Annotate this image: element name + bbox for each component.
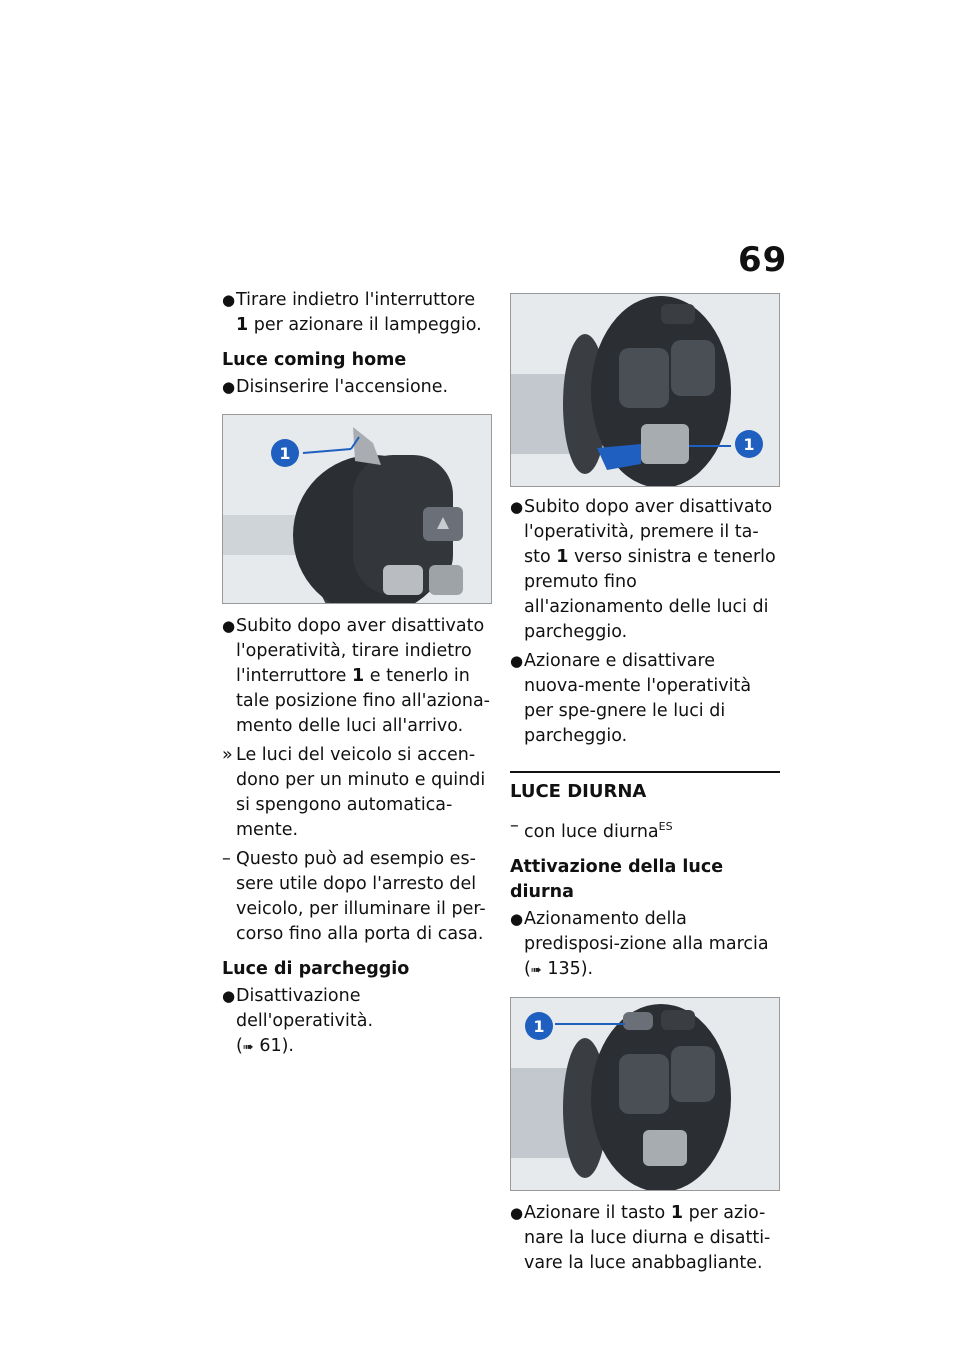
result-chevron-icon: » <box>222 745 233 765</box>
bullet-icon: ● <box>222 378 236 396</box>
figure-handlebar-switch-left <box>222 414 492 604</box>
callout-number: 1 <box>743 435 755 454</box>
bullet-icon: ● <box>222 617 236 635</box>
list-item: ● Azionamento della predisposi-zione alla marcia (➠ 135). <box>510 908 769 979</box>
list-item: ● Disinserire l'accensione. <box>222 375 492 400</box>
list-item: ● Disattivazione dell'operatività. (➠ 61). <box>222 986 374 1056</box>
page-ref-arrow-icon: ➠ <box>242 1040 254 1055</box>
list-item: ● Azionare il tasto 1 per azio-nare la luce diurna e disatti-vare la luce anabbagliante. <box>510 1202 771 1273</box>
reference-number: 1 <box>670 1202 684 1223</box>
figure-handlebar-switch-right-parking <box>510 293 780 487</box>
result-item: » Le luci del veicolo si accen-dono per un minuto e quindi si spengono automatica-mente. <box>222 745 486 840</box>
note-item: – Questo può ad esempio es-sere utile dopo l'arresto del veicolo, per illuminare il per-corso fino alla porta di casa. <box>222 849 486 944</box>
callout-number: 1 <box>279 444 291 463</box>
right-column <box>510 288 780 1280</box>
section-heading: Attivazione della luce diurna <box>510 856 724 902</box>
dash-icon: – <box>510 816 519 836</box>
list-item: ● Subito dopo aver disattivato l'operatività, tirare indietro l'interruttore 1 e tenerlo in tale posizione fino all'aziona-mento delle luci all'arrivo. <box>222 616 490 736</box>
section-heading: Luce di parcheggio <box>222 959 410 979</box>
reference-number: 1 <box>236 315 249 335</box>
page-ref-arrow-icon: ➠ <box>530 962 542 978</box>
figure-handlebar-switch-right-drl <box>510 997 780 1191</box>
page-number: 69 <box>738 240 788 280</box>
list-item: ● Azionare e disattivare nuova-mente l'operatività per spe-gnere le luci di parcheggio. <box>510 651 752 746</box>
bullet-icon: ● <box>510 652 524 670</box>
reference-number: 1 <box>352 666 365 686</box>
list-item: ● Tirare indietro l'interruttore 1 per azionare il lampeggio. <box>222 290 482 335</box>
bullet-icon: ● <box>510 498 524 516</box>
reference-number: 1 <box>556 547 569 567</box>
section-heading: Luce coming home <box>222 350 407 370</box>
left-column <box>222 288 492 1064</box>
section-title: LUCE DIURNA <box>510 771 780 804</box>
bullet-icon: ● <box>222 291 236 309</box>
bullet-icon: ● <box>222 987 236 1005</box>
option-item: – con luce diurna$^{ES}$ <box>510 816 673 842</box>
bullet-icon: ● <box>510 909 524 928</box>
option-badge: ES <box>658 820 673 833</box>
bullet-icon: ● <box>510 1203 524 1222</box>
dash-icon: – <box>222 849 231 869</box>
callout-number: 1 <box>533 1016 545 1036</box>
list-item: ● Subito dopo aver disattivato l'operatività, premere il ta-sto 1 verso sinistra e tenerlo premuto fino all'azionamento delle luci di parcheggio. <box>510 497 776 642</box>
